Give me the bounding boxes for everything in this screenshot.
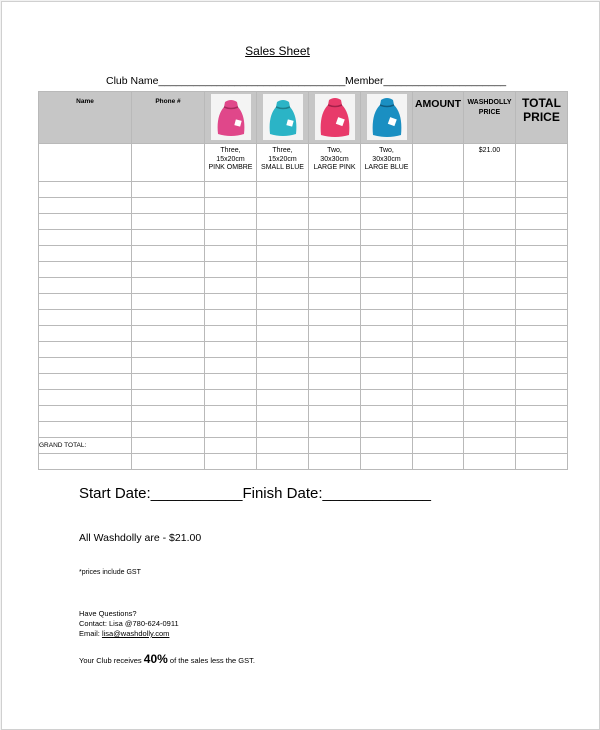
table-row (39, 406, 568, 422)
product-desc-large-pink: Two, 30x30cm LARGE PINK (309, 144, 361, 182)
table-cell[interactable] (464, 262, 516, 278)
name-header: Name (39, 92, 132, 144)
table-cell[interactable] (39, 278, 132, 294)
table-cell[interactable] (361, 342, 413, 358)
table-cell[interactable] (309, 342, 361, 358)
table-cell[interactable] (205, 390, 257, 406)
table-cell[interactable] (39, 374, 132, 390)
table-cell[interactable] (309, 374, 361, 390)
table-cell[interactable] (205, 230, 257, 246)
table-cell[interactable] (516, 182, 568, 198)
table-cell[interactable] (413, 198, 464, 214)
table-cell[interactable] (361, 262, 413, 278)
grand-total-row (39, 438, 568, 454)
table-row (39, 214, 568, 230)
table-cell[interactable] (516, 198, 568, 214)
table-cell[interactable] (516, 278, 568, 294)
table-row (39, 294, 568, 310)
table-cell[interactable] (39, 198, 132, 214)
table-cell[interactable] (39, 422, 132, 438)
table-cell[interactable] (516, 422, 568, 438)
table-cell[interactable] (413, 390, 464, 406)
table-cell[interactable] (361, 294, 413, 310)
club-name-line: Club Name________________________________ (106, 75, 346, 87)
table-row (39, 310, 568, 326)
member-line: Member_____________________ (345, 75, 507, 87)
table-cell[interactable] (361, 326, 413, 342)
table-cell[interactable] (361, 198, 413, 214)
table-cell[interactable] (132, 262, 205, 278)
table-cell[interactable] (257, 406, 309, 422)
table-cell[interactable] (205, 278, 257, 294)
table-cell[interactable] (132, 214, 205, 230)
table-cell[interactable] (309, 246, 361, 262)
table-cell[interactable] (309, 182, 361, 198)
table-cell[interactable] (464, 342, 516, 358)
table-cell[interactable] (205, 358, 257, 374)
table-cell[interactable] (205, 262, 257, 278)
club-percent: 40% (143, 652, 168, 666)
table-cell[interactable] (132, 406, 205, 422)
table-row (39, 246, 568, 262)
table-row (39, 342, 568, 358)
table-cell[interactable] (205, 198, 257, 214)
table-cell[interactable] (205, 182, 257, 198)
email-link[interactable]: lisa@washdolly.com (101, 629, 170, 638)
contact-line: Contact: Lisa @780-624-0911 (79, 619, 179, 628)
table-cell[interactable] (309, 358, 361, 374)
table-cell[interactable] (309, 198, 361, 214)
table-cell[interactable] (413, 262, 464, 278)
table-cell[interactable] (413, 214, 464, 230)
table-cell[interactable] (361, 406, 413, 422)
table-cell[interactable] (309, 422, 361, 438)
table-cell[interactable] (413, 182, 464, 198)
table-cell[interactable] (464, 198, 516, 214)
table-cell[interactable] (205, 422, 257, 438)
table-cell[interactable] (361, 246, 413, 262)
table-cell[interactable] (309, 326, 361, 342)
table-cell[interactable] (257, 198, 309, 214)
table-cell[interactable] (205, 246, 257, 262)
table-cell[interactable] (361, 310, 413, 326)
table-cell[interactable] (464, 230, 516, 246)
table-cell[interactable] (309, 310, 361, 326)
table-cell[interactable] (39, 358, 132, 374)
table-cell[interactable] (361, 422, 413, 438)
table-cell[interactable] (413, 278, 464, 294)
table-row (39, 358, 568, 374)
table-cell[interactable] (205, 406, 257, 422)
table-cell[interactable] (205, 294, 257, 310)
table-cell[interactable] (516, 390, 568, 406)
table-cell[interactable] (257, 262, 309, 278)
table-cell[interactable] (205, 374, 257, 390)
page-title: Sales Sheet (245, 44, 310, 58)
table-cell[interactable] (464, 422, 516, 438)
table-cell[interactable] (516, 246, 568, 262)
table-cell[interactable] (361, 182, 413, 198)
table-cell[interactable] (205, 342, 257, 358)
washdolly-price-header: WASHDOLLY PRICE (464, 92, 516, 144)
table-cell[interactable] (413, 230, 464, 246)
table-cell[interactable] (361, 374, 413, 390)
table-cell[interactable] (132, 374, 205, 390)
table-cell[interactable] (39, 182, 132, 198)
table-cell[interactable] (257, 278, 309, 294)
table-cell[interactable] (39, 294, 132, 310)
table-cell[interactable] (516, 214, 568, 230)
table-cell[interactable] (516, 326, 568, 342)
product-desc-pink-ombre: Three, 15x20cm PINK OMBRE (205, 144, 257, 182)
table-cell[interactable] (39, 230, 132, 246)
table-cell[interactable] (132, 390, 205, 406)
table-cell[interactable] (257, 422, 309, 438)
sales-sheet-page (1, 1, 600, 730)
table-row (39, 454, 568, 470)
table-row (39, 198, 568, 214)
product-image-pink-ombre (205, 92, 257, 144)
table-cell[interactable] (39, 246, 132, 262)
total-price-header: TOTAL PRICE (516, 92, 568, 144)
table-cell[interactable] (516, 342, 568, 358)
table-cell[interactable] (132, 246, 205, 262)
table-cell[interactable] (309, 262, 361, 278)
table-cell[interactable] (132, 310, 205, 326)
table-cell[interactable] (257, 374, 309, 390)
table-cell[interactable] (132, 278, 205, 294)
table-cell[interactable] (464, 310, 516, 326)
table-cell[interactable] (132, 422, 205, 438)
table-cell[interactable] (464, 374, 516, 390)
entry-rows (39, 182, 568, 438)
table-cell[interactable] (464, 246, 516, 262)
table-cell[interactable] (39, 310, 132, 326)
table-cell[interactable] (257, 230, 309, 246)
table-cell[interactable] (413, 422, 464, 438)
table-cell[interactable] (361, 230, 413, 246)
table-cell[interactable] (39, 326, 132, 342)
table-cell[interactable] (257, 390, 309, 406)
table-cell[interactable] (132, 326, 205, 342)
table-cell[interactable] (464, 406, 516, 422)
table-cell[interactable] (413, 374, 464, 390)
product-image-large-pink (309, 92, 361, 144)
table-cell[interactable] (257, 214, 309, 230)
table-cell[interactable] (413, 246, 464, 262)
table-cell[interactable] (516, 310, 568, 326)
product-image-small-blue (257, 92, 309, 144)
table-cell[interactable] (205, 214, 257, 230)
table-cell[interactable] (205, 326, 257, 342)
table-cell[interactable] (257, 310, 309, 326)
table-cell[interactable] (132, 198, 205, 214)
phone-header: Phone # (132, 92, 205, 144)
product-desc-large-blue: Two, 30x30cm LARGE BLUE (361, 144, 413, 182)
table-cell[interactable] (413, 342, 464, 358)
header-row (39, 92, 568, 144)
table-cell[interactable] (413, 326, 464, 342)
table-cell[interactable] (205, 310, 257, 326)
table-cell[interactable] (39, 342, 132, 358)
washdolly-price-value: $21.00 (464, 144, 516, 182)
table-cell[interactable] (309, 390, 361, 406)
table-cell[interactable] (516, 230, 568, 246)
table-cell[interactable] (464, 358, 516, 374)
table-row (39, 230, 568, 246)
table-cell[interactable] (132, 358, 205, 374)
table-row (39, 182, 568, 198)
table-cell[interactable] (39, 262, 132, 278)
table-cell[interactable] (464, 182, 516, 198)
email-line: Email: lisa@washdolly.com (79, 629, 170, 638)
gst-note: *prices include GST (79, 569, 141, 576)
table-cell[interactable] (413, 358, 464, 374)
table-row (39, 326, 568, 342)
table-cell[interactable] (39, 214, 132, 230)
product-description-row (39, 144, 568, 182)
table-cell[interactable] (257, 358, 309, 374)
table-cell[interactable] (413, 406, 464, 422)
table-cell[interactable] (132, 342, 205, 358)
questions-block (79, 609, 179, 639)
table-cell[interactable] (516, 262, 568, 278)
table-cell[interactable] (361, 214, 413, 230)
table-cell[interactable] (39, 390, 132, 406)
table-cell[interactable] (464, 390, 516, 406)
table-row (39, 262, 568, 278)
table-cell[interactable] (516, 294, 568, 310)
amount-header: AMOUNT (413, 92, 464, 144)
table-cell[interactable] (257, 326, 309, 342)
table-cell[interactable] (132, 230, 205, 246)
all-washdolly-price: All Washdolly are - $21.00 (79, 532, 202, 544)
table-cell[interactable] (464, 214, 516, 230)
table-cell[interactable] (257, 182, 309, 198)
table-cell[interactable] (39, 406, 132, 422)
table-cell[interactable] (464, 278, 516, 294)
table-cell[interactable] (464, 326, 516, 342)
table-cell[interactable] (257, 246, 309, 262)
table-cell[interactable] (309, 406, 361, 422)
table-cell[interactable] (413, 310, 464, 326)
table-row (39, 374, 568, 390)
table-cell[interactable] (413, 294, 464, 310)
table-cell[interactable] (257, 342, 309, 358)
table-cell[interactable] (132, 182, 205, 198)
table-cell[interactable] (516, 374, 568, 390)
table-cell[interactable] (309, 230, 361, 246)
table-cell[interactable] (464, 294, 516, 310)
table-cell[interactable] (361, 358, 413, 374)
table-row (39, 422, 568, 438)
start-finish-date-line: Start Date:___________Finish Date:_____________ (79, 485, 431, 502)
table-cell[interactable] (361, 278, 413, 294)
club-receives-note: Your Club receives 40% of the sales less the GST. (79, 652, 255, 666)
table-cell[interactable] (257, 294, 309, 310)
sales-table (38, 91, 568, 470)
table-cell[interactable] (309, 294, 361, 310)
grand-total-label: GRAND TOTAL: (39, 438, 132, 454)
questions-heading: Have Questions? (79, 609, 137, 618)
product-desc-small-blue: Three, 15x20cm SMALL BLUE (257, 144, 309, 182)
table-cell[interactable] (516, 406, 568, 422)
table-cell[interactable] (516, 358, 568, 374)
table-row (39, 278, 568, 294)
table-cell[interactable] (132, 294, 205, 310)
product-image-large-blue (361, 92, 413, 144)
table-row (39, 390, 568, 406)
table-cell[interactable] (309, 278, 361, 294)
table-cell[interactable] (361, 390, 413, 406)
table-cell[interactable] (309, 214, 361, 230)
